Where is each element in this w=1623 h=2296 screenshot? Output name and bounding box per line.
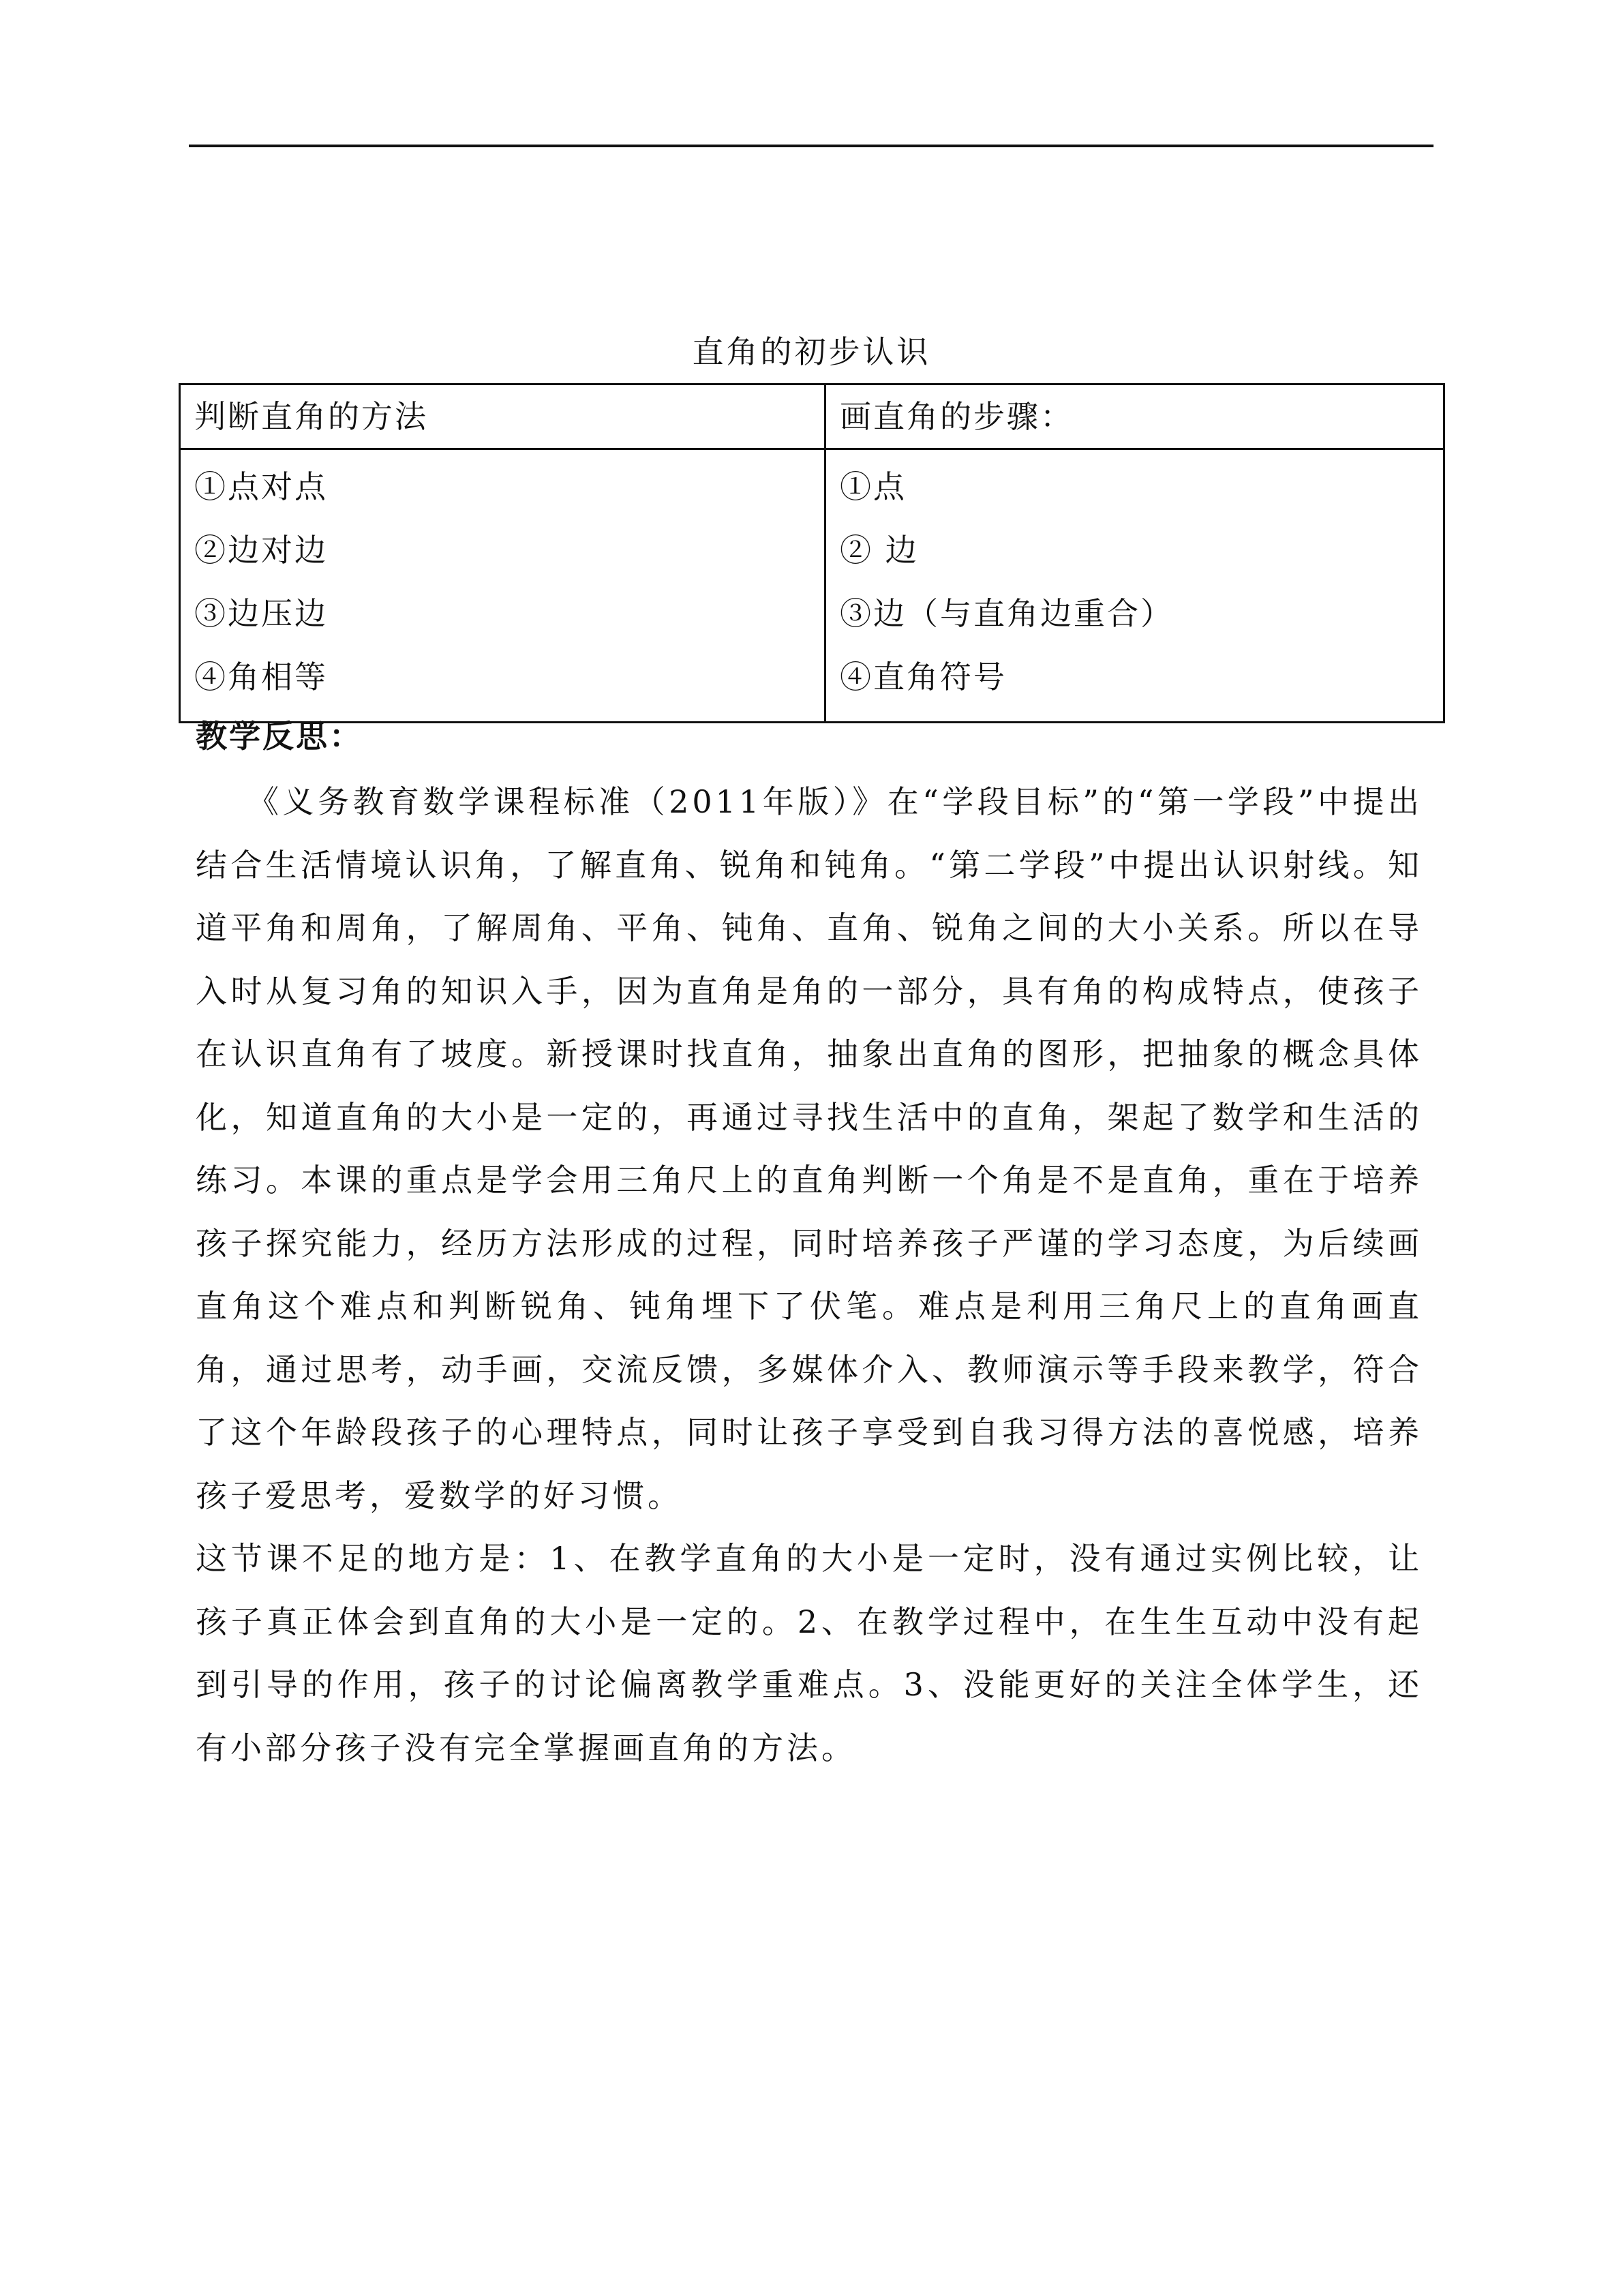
judge-step-2: ②边对边 xyxy=(194,532,328,569)
draw-step-list xyxy=(825,449,1444,723)
board-table xyxy=(179,383,1445,723)
board-body-row xyxy=(180,449,1444,723)
reflection-body xyxy=(196,770,1423,1779)
reflection-heading: 教学反思： xyxy=(196,718,363,755)
header-rule xyxy=(189,145,1434,147)
judge-step-1: ①点对点 xyxy=(194,468,328,505)
draw-step-3: ③边（与直角边重合） xyxy=(840,595,1174,632)
reflection-paragraph-2: 这节课不足的地方是：1、在教学直角的大小是一定时，没有通过实例比较，让孩子真正体会到直角的大小是一定的。2、在教学过程中，在生生互动中没有起到引导的作用，孩子的讨论偏离教学重难点。3、没能更好的关注全体学生，还有小部分孩子没有完全掌握画直角的方法。 xyxy=(196,1540,1423,1766)
judge-step-4: ④角相等 xyxy=(194,659,328,695)
right-column-header: 画直角的步骤： xyxy=(825,384,1444,449)
draw-step-2: ② 边 xyxy=(840,532,919,569)
left-column-header: 判断直角的方法 xyxy=(180,384,825,449)
board-header-row xyxy=(180,384,1444,449)
board-title: 直角的初步认识 xyxy=(692,333,931,370)
judge-step-3: ③边压边 xyxy=(194,595,328,632)
reflection-paragraph-1: 《义务教育数学课程标准（2011年版）》在“学段目标”的“第一学段”中提出结合生活情境认识角，了解直角、锐角和钝角。“第二学段”中提出认识射线。知道平角和周角，了解周角、平角、钝角、直角、锐角之间的大小关系。所以在导入时从复习角的知识入手，因为直角是角的一部分，具有角的构成特点，使孩子在认识直角有了坡度。新授课时找直角，抽象出直角的图形，把抽象的概念具体化，知道直角的大小是一定的，再通过寻找生活中的直角，架起了数学和生活的练习。本课的重点是学会用三角尺上的直角判断一个角是不是直角，重在于培养孩子探究能力，经历方法形成的过程，同时培养孩子严谨的学习态度，为后续画直角这个难点和判断锐角、钝角埋下了伏笔。难点是利用三角尺上的直角画直角，通过思考，动手画，交流反馈，多媒体介入、教师演示等手段来教学，符合了这个年龄段孩子的心理特点，同时让孩子享受到自我习得方法的喜悦感，培养孩子爱思考，爱数学的好习惯。 xyxy=(196,783,1423,1514)
judge-method-list xyxy=(180,449,825,723)
draw-step-4: ④直角符号 xyxy=(840,659,1007,695)
draw-step-1: ①点 xyxy=(840,468,907,505)
